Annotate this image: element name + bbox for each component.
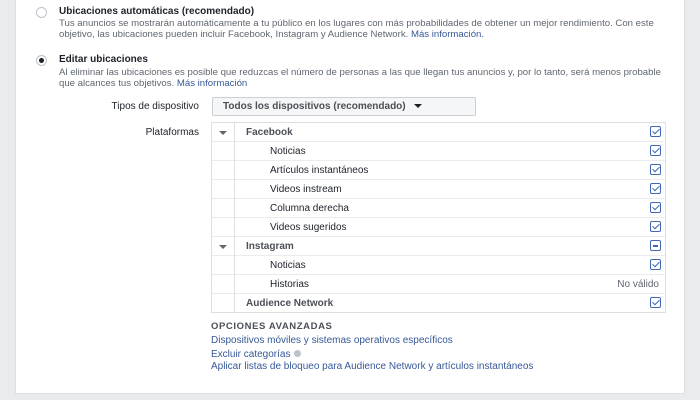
placement-row (212, 199, 665, 218)
tree-divider (234, 180, 235, 199)
device-types-label: Tipos de dispositivo (111, 101, 199, 112)
specific-devices-link[interactable]: Dispositivos móviles y sistemas operativos específicos (211, 335, 453, 346)
placement-row (212, 180, 665, 199)
platform-label: Instagram (246, 241, 294, 252)
edit-placements-title: Editar ubicaciones (59, 54, 148, 65)
placement-label: Noticias (270, 260, 306, 271)
placement-checkbox[interactable] (650, 183, 661, 194)
platform-row-facebook (212, 123, 665, 142)
collapse-arrow-icon[interactable] (219, 245, 227, 249)
placement-row (212, 161, 665, 180)
platform-checkbox[interactable] (650, 297, 661, 308)
auto-placements-description: Tus anuncios se mostrarán automáticamente a tu público en los lugares con más probabilidades de obtener un mejor rendimiento. Con este objetivo, las ubicaciones pueden incluir Facebook, Instagram y Audience Network. Más información. (59, 18, 654, 40)
tree-divider (234, 237, 235, 256)
tree-divider (234, 142, 235, 161)
placement-checkbox[interactable] (650, 202, 661, 213)
platform-label: Audience Network (246, 298, 334, 309)
collapse-arrow-icon[interactable] (219, 131, 227, 135)
auto-placements-radio[interactable] (36, 7, 47, 18)
placement-label: Videos instream (270, 184, 342, 195)
placement-checkbox[interactable] (650, 221, 661, 232)
platforms-tree (211, 122, 666, 313)
placement-label: Columna derecha (270, 203, 349, 214)
placement-row (212, 218, 665, 237)
platform-row-audience-network (212, 294, 665, 313)
info-icon[interactable] (294, 350, 301, 357)
edit-placements-description: Al eliminar las ubicaciones es posible que reduzcas el número de personas a las que llegan tus anuncios y, por lo tanto, será menos probable que alcances tus objetivos. Más información (59, 67, 661, 89)
tree-divider (234, 123, 235, 142)
advanced-options-title: OPCIONES AVANZADAS (211, 321, 333, 332)
invalid-status: No válido (617, 279, 659, 290)
placement-row (212, 142, 665, 161)
platform-checkbox[interactable] (650, 126, 661, 137)
device-types-value: Todos los dispositivos (recomendado) (223, 101, 406, 112)
tree-divider (234, 161, 235, 180)
device-types-dropdown[interactable] (212, 97, 476, 116)
tree-divider (234, 218, 235, 237)
platform-label: Facebook (246, 127, 293, 138)
edit-placements-more-info-link[interactable]: Más información (176, 78, 248, 89)
placement-checkbox[interactable] (650, 164, 661, 175)
placement-row (212, 275, 665, 294)
tree-divider (234, 294, 235, 313)
caret-down-icon (414, 104, 422, 108)
placement-label: Noticias (270, 146, 306, 157)
exclude-categories-link[interactable]: Excluir categorías (211, 349, 301, 360)
tree-divider (234, 275, 235, 294)
platform-checkbox[interactable] (650, 240, 661, 251)
placement-label: Videos sugeridos (270, 222, 347, 233)
placements-panel (15, 0, 685, 394)
auto-placements-more-info-link[interactable]: Más información. (410, 29, 485, 40)
auto-placements-title: Ubicaciones automáticas (recomendado) (59, 6, 255, 17)
placement-label: Historias (270, 279, 309, 290)
placement-checkbox[interactable] (650, 259, 661, 270)
edit-placements-radio[interactable] (36, 55, 47, 66)
platforms-label: Plataformas (145, 127, 199, 138)
placement-row (212, 256, 665, 275)
placement-checkbox[interactable] (650, 145, 661, 156)
block-lists-link[interactable]: Aplicar listas de bloqueo para Audience Network y artículos instantáneos (211, 361, 534, 372)
placement-label: Artículos instantáneos (270, 165, 369, 176)
tree-divider (234, 199, 235, 218)
tree-divider (234, 256, 235, 275)
platform-row-instagram (212, 237, 665, 256)
